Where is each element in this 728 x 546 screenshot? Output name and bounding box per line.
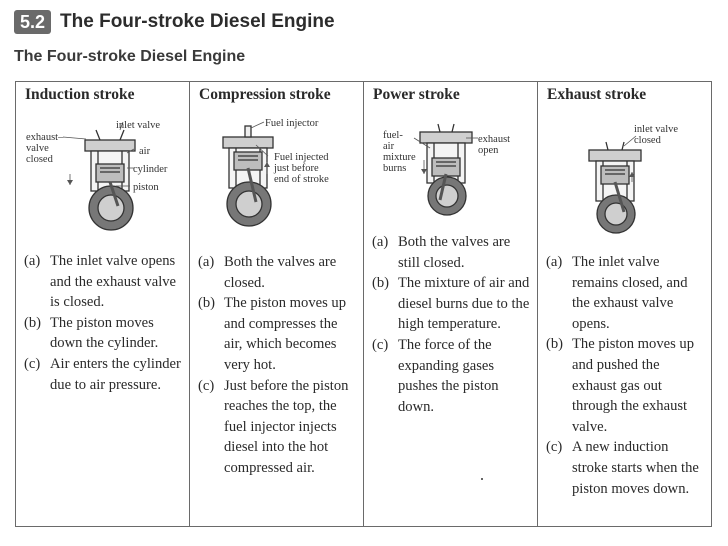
section-header [14,10,335,34]
induction-column [16,82,190,526]
section-title: The Four-stroke Diesel Engine [60,11,335,32]
step-item: (b) The piston moves up and pushed the exhaust gas out through the exhaust valve. [546,336,695,435]
step-item: (c) Just before the piston reaches the top, the fuel injector injects diesel into the hot compressed air. [198,377,349,476]
column-title: Power stroke [373,86,460,103]
column-title: Exhaust stroke [547,86,647,103]
step-item: (a) Both the valves are closed. [198,254,337,291]
exhaust-valve-closed-label: exhaust– valve closed [26,132,64,165]
column-title: Compression stroke [199,86,331,103]
exhaust-engine-diagram [538,82,711,242]
step-item: (b) The mixture of air and diesel burns due to the high temperature. [372,275,530,333]
inlet-valve-label: inlet valve [116,120,161,131]
compression-steps [198,252,359,479]
exhaust-steps [546,252,707,499]
step-item: (c) A new induction stroke starts when the piston moves down. [546,439,699,497]
print-speck [481,478,483,480]
fuel-injected-label: Fuel injected just before end of stroke [274,152,329,185]
step-item: (a) The inlet valve opens and the exhaust valve is closed. [24,253,177,311]
piston-label: piston [133,182,159,193]
step-item: (b) The piston moves up and compresses the air, which becomes very hot. [198,295,347,373]
exhaust-open-label: exhaust open [478,134,511,156]
step-item: (c) Air enters the cylinder due to air pressure. [24,355,181,393]
step-item: (c) The force of the expanding gases pushes the piston down. [372,336,499,415]
figure-subtitle: The Four-stroke Diesel Engine [14,48,246,65]
compression-column [190,82,364,526]
section-number-badge: 5.2 [14,10,51,34]
fuel-injector-label: Fuel injector [265,118,319,129]
fuel-air-mixture-label: fuel- air mixture burns [383,130,416,174]
cylinder-label: cylinder [133,164,168,175]
step-item: (b) The piston moves down the cylinder. [24,314,159,352]
air-label: air [139,146,151,157]
exhaust-column [538,82,711,526]
stroke-table [15,81,712,527]
power-steps [372,232,533,417]
step-item: (a) The inlet valve remains closed, and the exhaust valve opens. [546,254,688,332]
induction-steps [24,251,185,395]
column-title: Induction stroke [25,86,135,103]
inlet-valve-closed-label: inlet valve closed [634,124,679,146]
power-column [364,82,538,526]
step-item: (a) Both the valves are still closed. [372,234,511,271]
